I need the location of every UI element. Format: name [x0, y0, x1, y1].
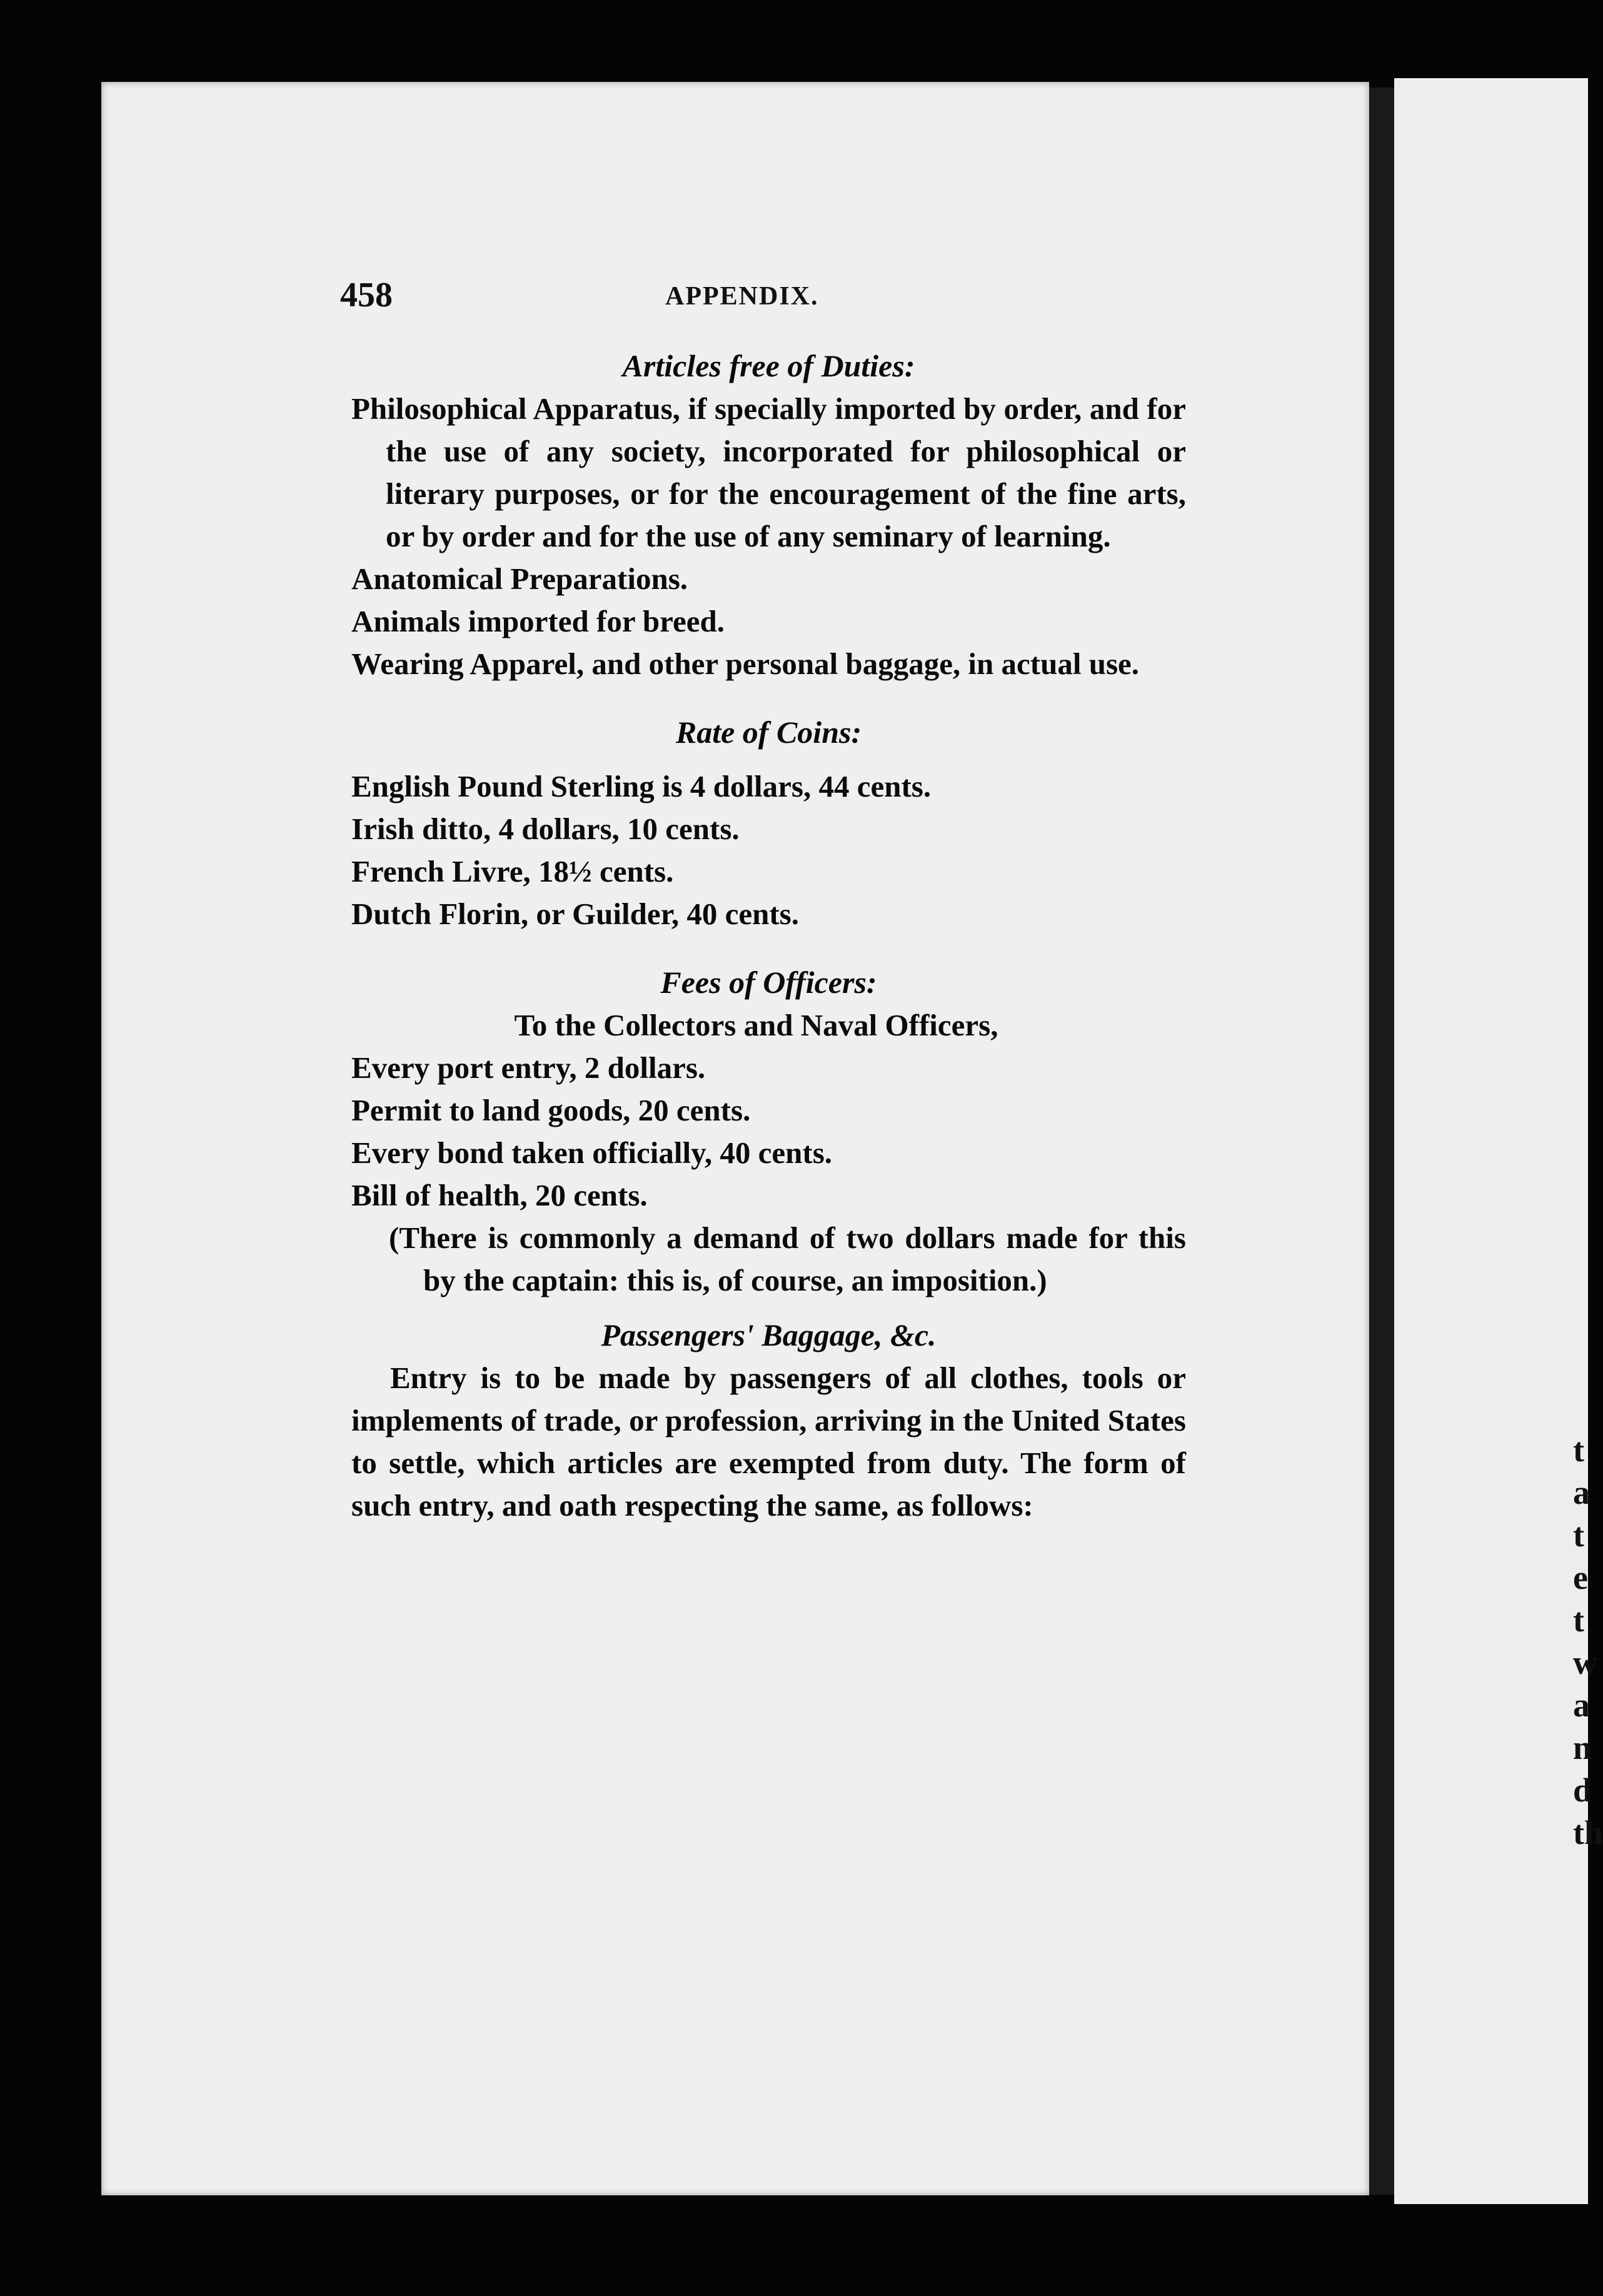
body-paragraph: Entry is to be made by passengers of all clothes, tools or implements of trade, or profession, arriving in the United States to settle, which articles are exempted from duty. The form of such entry, and oath respecting the same, as follows:: [351, 1361, 1186, 1523]
facing-page: [1394, 78, 1603, 2204]
facing-page-edge-letters: [1573, 1429, 1603, 1854]
book-gutter: [1369, 88, 1394, 2195]
edge-letter: a: [1573, 1686, 1590, 1724]
list-item: Bill of health, 20 cents.: [351, 1178, 648, 1212]
list-item: Every port entry, 2 dollars.: [351, 1050, 706, 1085]
list-item: Philosophical Apparatus, if specially imported by order, and for the use of any society, incorporated for philosophical or literary purposes, or for the encouragement of the fine arts, or by order and for the use of any seminary of learning.: [351, 391, 1186, 553]
edge-letter: a: [1573, 1474, 1590, 1511]
list-item: English Pound Sterling is 4 dollars, 44 cents.: [351, 769, 932, 803]
edge-letter: e: [1573, 1559, 1588, 1596]
list-item: Anatomical Preparations.: [351, 561, 688, 596]
edge-letter: d: [1573, 1771, 1592, 1809]
edge-letter: t: [1573, 1431, 1584, 1469]
edge-letter: t: [1573, 1601, 1584, 1639]
page-header: [340, 275, 1184, 319]
list-item: Permit to land goods, 20 cents.: [351, 1093, 751, 1127]
section-heading-rate-of-coins: Rate of Coins:: [675, 715, 862, 750]
section-subheading: To the Collectors and Naval Officers,: [514, 1008, 998, 1042]
list-item: Wearing Apparel, and other personal baggage, in actual use.: [351, 647, 1140, 681]
edge-letter: t: [1573, 1516, 1584, 1554]
list-item: Dutch Florin, or Guilder, 40 cents.: [351, 897, 799, 931]
section-heading-passengers-baggage: Passengers' Baggage, &c.: [601, 1317, 937, 1352]
page-content: [351, 344, 1186, 1527]
list-item: Irish ditto, 4 dollars, 10 cents.: [351, 812, 740, 846]
edge-letter: n: [1573, 1729, 1592, 1766]
edge-letter: th: [1573, 1814, 1603, 1851]
section-heading-fees-of-officers: Fees of Officers:: [660, 965, 877, 1000]
list-item: Every bond taken officially, 40 cents.: [351, 1135, 833, 1170]
list-item: French Livre, 18½ cents.: [351, 854, 674, 889]
list-item: Animals imported for breed.: [351, 604, 725, 638]
running-title: APPENDIX.: [665, 282, 819, 311]
page-number: 458: [340, 276, 393, 315]
edge-letter: w: [1573, 1644, 1597, 1681]
section-heading-articles-free: Articles free of Duties:: [622, 348, 915, 383]
note-paragraph: (There is commonly a demand of two dollars made for this by the captain: this is, of course, an imposition.): [389, 1221, 1186, 1297]
